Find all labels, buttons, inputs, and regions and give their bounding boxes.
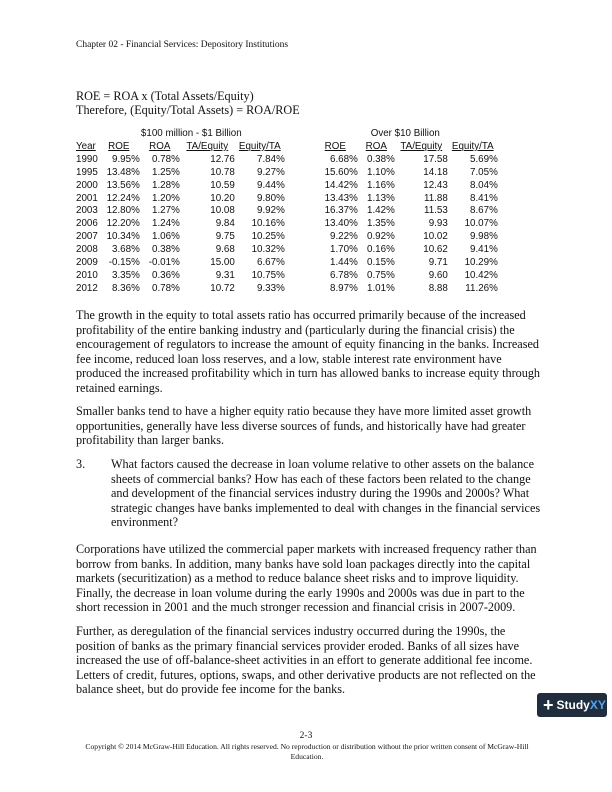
table-cell: 0.38%: [152, 244, 180, 256]
table-cell: 6.78%: [330, 269, 358, 281]
table-spacer-cell: [285, 193, 313, 206]
table-cell: 1.16%: [367, 179, 395, 191]
copyright-notice: Copyright © 2014 McGraw-Hill Education. All rights reserved. No reproduction or distribution without the prior written consent of McGraw-Hill Education.: [85, 742, 529, 761]
table-cell: 9.95%: [112, 153, 140, 165]
table-cell: 1.28%: [152, 179, 180, 191]
table-cell: 10.32%: [251, 244, 285, 256]
table-cell: 10.62: [423, 244, 448, 256]
table-cell: 9.75: [215, 231, 235, 243]
table-cell: 10.25%: [251, 231, 285, 243]
column-header: ROE: [324, 140, 346, 152]
table-spacer-cell: [285, 270, 313, 283]
ratio-table: [76, 128, 498, 296]
table-row: [76, 154, 498, 167]
table-spacer-cell: [285, 257, 313, 270]
table-cell: 11.53: [424, 205, 448, 217]
year-cell: 2003: [76, 205, 98, 217]
table-spacer-cell: [285, 154, 313, 167]
table-spacer-cell: [285, 205, 313, 218]
table-cell: 1.25%: [152, 166, 180, 178]
column-header: ROE: [108, 140, 130, 152]
table-cell: 15.60%: [324, 166, 358, 178]
table-cell: 0.92%: [367, 231, 395, 243]
table-body: [76, 154, 498, 296]
table-cell: 10.72: [210, 282, 235, 294]
table-cell: 8.41%: [470, 192, 498, 204]
table-row: [76, 231, 498, 244]
table-cell: 9.80%: [257, 192, 285, 204]
table-cell: 5.69%: [470, 153, 498, 165]
year-cell: 2008: [76, 244, 98, 256]
table-cell: 1.24%: [152, 218, 180, 230]
year-cell: 2001: [76, 192, 98, 204]
table-cell: 1.70%: [330, 244, 358, 256]
table-cell: 15.00: [210, 257, 235, 269]
paragraph-loan-volume: Corporations have utilized the commercial paper markets with increased frequency rather than borrow from banks. In addition, many banks have sold loan packages directly into the capital markets (securitization) as a method to reduce balance sheet risks and to improve liquidity. Finally, the decrease in loan volume during the early 1990s and 2000s was due in part to the short recession in 2001 and the much stronger recession and financial crisis in 2007-2009.: [76, 542, 537, 614]
badge-study-text: Study: [556, 698, 590, 712]
column-header: ROA: [149, 140, 171, 152]
table-cell: 9.33%: [257, 282, 285, 294]
table-spacer-cell: [285, 244, 313, 257]
table-cell: 10.75%: [251, 269, 285, 281]
table-cell: 10.42%: [464, 269, 498, 281]
table-cell: 1.13%: [367, 192, 395, 204]
table-row: [76, 193, 498, 206]
table-cell: 10.16%: [251, 218, 285, 230]
formula-block: [76, 89, 300, 117]
table-cell: 0.38%: [367, 153, 395, 165]
table-cell: 8.88: [428, 282, 448, 294]
table-cell: 12.80%: [106, 205, 140, 217]
column-header: Year: [76, 140, 96, 152]
table-cell: 6.67%: [257, 257, 285, 269]
table-cell: 8.04%: [470, 179, 498, 191]
paragraph-deregulation: Further, as deregulation of the financial services industry occurred during the 1990s, the position of banks as the primary financial services provider eroded. Banks of all sizes have increased the use of off-balance-sheet activities in an effort to generate additional fee income. Letters of credit, futures, options, swaps, and other derivative products are not reflected on the balance sheet, but do provide fee income for the banks.: [76, 624, 536, 696]
column-header: TA/Equity: [186, 140, 229, 152]
question-number: 3.: [76, 457, 86, 471]
table-cell: 12.20%: [106, 218, 140, 230]
table-group-header-row: [76, 128, 498, 141]
table-spacer-cell: [285, 283, 313, 296]
table-cell: 10.07%: [464, 218, 498, 230]
table-cell: 9.41%: [470, 244, 498, 256]
table-cell: 0.36%: [152, 269, 180, 281]
table-cell: 10.29%: [464, 257, 498, 269]
table-cell: 10.08: [210, 205, 235, 217]
table-spacer-cell: [285, 141, 313, 154]
table-cell: 0.16%: [367, 244, 395, 256]
year-cell: 2012: [76, 282, 98, 294]
table-spacer-cell: [285, 231, 313, 244]
table-cell: 9.98%: [470, 231, 498, 243]
table-cell: 9.27%: [257, 166, 285, 178]
table-cell: 12.24%: [106, 192, 140, 204]
table-cell: 8.67%: [470, 205, 498, 217]
year-cell: 2007: [76, 231, 98, 243]
table-cell: -0.15%: [108, 257, 140, 269]
page-number: 2-3: [299, 731, 313, 741]
table-row: [76, 205, 498, 218]
table-spacer-cell: [285, 180, 313, 193]
table-cell: 0.75%: [367, 269, 395, 281]
table-cell: 9.60: [428, 269, 448, 281]
table-cell: 1.44%: [330, 257, 358, 269]
table-cell: 10.59: [210, 179, 235, 191]
plus-icon: +: [543, 695, 554, 715]
table-cell: 12.76: [210, 153, 235, 165]
table-row: [76, 244, 498, 257]
table-cell: 13.56%: [106, 179, 140, 191]
table-cell: 17.58: [423, 153, 448, 165]
table-cell: 10.78: [210, 166, 235, 178]
paragraph-equity-growth: The growth in the equity to total assets ratio has occurred primarily because of the increased profitability of the entire banking industry and (particularly during the financial crisis) the encouragement of regulators to increase the amount of equity financing in the banks. Increased fee income, reduced loan loss reserves, and a low, stable interest rate environment have produced the increased profitability which in turn has allowed banks to increase equity through retained earnings.: [76, 308, 541, 395]
table-cell: 13.48%: [106, 166, 140, 178]
year-cell: 2010: [76, 269, 98, 281]
table-cell: 3.35%: [112, 269, 140, 281]
table-cell: 9.68: [215, 244, 235, 256]
badge-xy-text: XY: [589, 698, 606, 712]
table-cell: 10.02: [423, 231, 448, 243]
table-cell: 10.34%: [106, 231, 140, 243]
table-row: [76, 270, 498, 283]
table-column-header-row: [76, 141, 498, 154]
table-cell: 1.01%: [367, 282, 395, 294]
table-cell: 3.68%: [112, 244, 140, 256]
table-spacer-cell: [285, 218, 313, 231]
table-cell: 1.06%: [152, 231, 180, 243]
table-cell: 9.93: [428, 218, 448, 230]
table-cell: 7.05%: [470, 166, 498, 178]
year-cell: 1990: [76, 153, 98, 165]
table-cell: 1.42%: [367, 205, 395, 217]
studyxy-badge[interactable]: [537, 693, 607, 717]
year-cell: 1995: [76, 166, 98, 178]
page-header: Chapter 02 - Financial Services: Depository Institutions: [76, 40, 289, 50]
table-cell: 0.15%: [367, 257, 395, 269]
table-cell: 14.42%: [324, 179, 358, 191]
question-text: What factors caused the decrease in loan volume relative to other assets on the balance sheets of commercial banks? How has each of these factors been related to the change and development of the financial services industry during the 1990s and 2000s? What strategic changes have banks implemented to deal with changes in the financial services environment?: [111, 457, 541, 529]
table-cell: 11.88: [424, 192, 448, 204]
table-cell: 12.43: [423, 179, 448, 191]
table-row: [76, 257, 498, 270]
column-header: TA/Equity: [400, 140, 443, 152]
table-cell: 10.20: [210, 192, 235, 204]
formula-line-2: Therefore, (Equity/Total Assets) = ROA/ROE: [76, 103, 300, 117]
table-cell: 1.27%: [152, 205, 180, 217]
group-label-small-banks: $100 million - $1 Billion: [140, 128, 242, 139]
table-cell: 6.68%: [330, 153, 358, 165]
year-cell: 2009: [76, 257, 98, 269]
table-cell: 7.84%: [257, 153, 285, 165]
table-cell: 9.31: [215, 269, 235, 281]
column-header: ROA: [365, 140, 387, 152]
table-cell: 9.71: [428, 257, 448, 269]
table-cell: 9.92%: [257, 205, 285, 217]
year-cell: 2006: [76, 218, 98, 230]
table-cell: -0.01%: [148, 257, 180, 269]
table-row: [76, 180, 498, 193]
formula-line-1: ROE = ROA x (Total Assets/Equity): [76, 89, 254, 103]
year-cell: 2000: [76, 179, 98, 191]
table-cell: 1.20%: [152, 192, 180, 204]
table-cell: 11.26%: [465, 282, 498, 294]
table-cell: 8.97%: [330, 282, 358, 294]
table-cell: 8.36%: [112, 282, 140, 294]
table-cell: 0.78%: [152, 282, 180, 294]
group-label-large-banks: Over $10 Billion: [370, 128, 440, 139]
table-cell: 13.43%: [324, 192, 358, 204]
column-header: Equity/TA: [451, 140, 494, 152]
table-spacer-cell: [285, 167, 313, 180]
table-cell: 13.40%: [324, 218, 358, 230]
table-cell: 1.35%: [367, 218, 395, 230]
table-row: [76, 283, 498, 296]
table-cell: 9.22%: [330, 231, 358, 243]
table-cell: 1.10%: [367, 166, 395, 178]
table-cell: 16.37%: [324, 205, 358, 217]
table-cell: 14.18: [423, 166, 448, 178]
paragraph-smaller-banks: Smaller banks tend to have a higher equity ratio because they have more limited asset growth opportunities, generally have less diverse sources of funds, and historically have had greater profitability than larger banks.: [76, 404, 532, 447]
table-cell: 9.84: [215, 218, 235, 230]
table-cell: 9.44%: [257, 179, 285, 191]
column-header: Equity/TA: [238, 140, 281, 152]
table-row: [76, 218, 498, 231]
table-cell: 0.78%: [152, 153, 180, 165]
table-row: [76, 167, 498, 180]
